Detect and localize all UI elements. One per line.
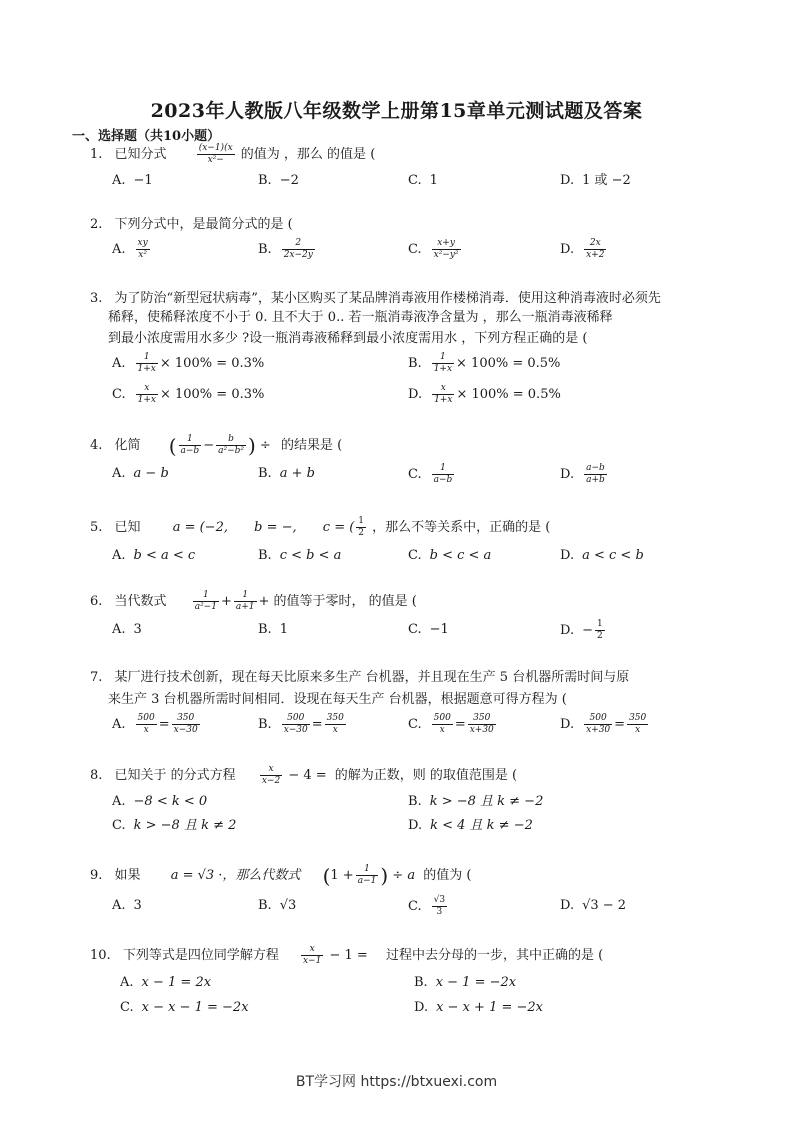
question-7: 7. 某厂进行技术创新，现在每天比原来多生产 台机器，并且现在生产 5 台机器所需时间与原 (90, 670, 630, 685)
option-a: A. $\frac{1}{1+x}$ × 100% = 0.3% (112, 352, 265, 374)
option-c: C. $\frac{500}{x}$ = $\frac{350}{x+30}$ (408, 713, 494, 735)
option-b: B. x − 1 = −2x (414, 975, 517, 990)
option-d: D. k < 4 且 k ≠ −2 (408, 818, 533, 833)
footer-watermark: BT学习网 https://btxuexi.com (295, 1074, 498, 1090)
question-2: 2. 下列分式中，是最简分式的是 ( (90, 217, 293, 232)
option-a: A. $\frac{500}{x}$ = $\frac{350}{x-30}$ (112, 713, 198, 735)
option-c: C. $\frac{x}{1+x}$ × 100% = 0.3% (112, 383, 265, 405)
question-9: 9. 如果 a = √3 ·，那么代数式 (1 + $\frac{1}{a-1}$ ) ÷ a 的值为 ( (90, 863, 472, 888)
question-3-line-2: 稀释，使稀释浓度不小于 0. 且不大于 0.. 若一瓶消毒液净含量为 ，那么一瓶消毒液稀释 (108, 310, 613, 325)
option-b: B. a + b (258, 466, 315, 481)
option-b: B. $\frac{500}{x-30}$ = $\frac{350}{x}$ (258, 713, 344, 735)
option-d: D. $\frac{x}{1+x}$ × 100% = 0.5% (408, 383, 561, 405)
option-d: D. 1 或 −2 (560, 173, 631, 188)
option-a: A. 3 (112, 898, 142, 913)
option-b: B. √3 (258, 898, 297, 913)
question-7-line-2: 来生产 3 台机器所需时间相同．设现在每天生产 台机器，根据题意可得方程为 ( (108, 692, 567, 707)
question-10: 10. 下列等式是四位同学解方程 $\frac{x}{x-1}$ − 1 = 过程中去分母的一步，其中正确的是 ( (90, 944, 604, 966)
option-c: C. x − x − 1 = −2x (120, 1000, 249, 1015)
option-a: A. −8 < k < 0 (112, 794, 208, 809)
question-8: 8. 已知关于 的分式方程 $\frac{x}{x-2}$ − 4 = 的解为正数，则 的取值范围是 ( (90, 764, 518, 786)
option-c: C. −1 (408, 622, 449, 637)
page-title: 2023年人教版八年级数学上册第15章单元测试题及答案 (150, 100, 643, 122)
option-d: D. $\frac{a-b}{a+b}$ (560, 463, 605, 485)
option-d: D. x − x + 1 = −2x (414, 1000, 543, 1015)
question-1 (90, 143, 375, 166)
option-c: C. $\frac{√3}{3}$ (408, 895, 446, 917)
option-b: B. c < b < a (258, 548, 342, 563)
option-c: C. k > −8 且 k ≠ 2 (112, 818, 237, 833)
option-b: B. 1 (258, 622, 288, 637)
question-number: 1. (90, 147, 103, 162)
option-a: A. b < a < c (112, 548, 196, 563)
option-d: D. √3 − 2 (560, 898, 627, 913)
option-c: C. $\frac{1}{a-b}$ (408, 463, 453, 485)
option-b: B. k > −8 且 k ≠ −2 (408, 794, 544, 809)
option-a: A. $\frac{xy}{\text{x²}}$ (112, 238, 148, 260)
question-text: 的值为 ，那么 的值是 ( (240, 147, 376, 162)
question-text: 已知分式 (114, 147, 167, 162)
question-3-line-3: 到最小浓度需用水多少 ?设一瓶消毒液稀释到最小浓度需用水 ，下列方程正确的是 ( (108, 331, 588, 346)
option-a: A. −1 (112, 173, 153, 188)
option-c: C. 1 (408, 173, 438, 188)
option-c: C. b < c < a (408, 548, 492, 563)
option-d: D. $\frac{500}{x+30}$ = $\frac{350}{x}$ (560, 713, 647, 735)
option-b: B. −2 (258, 173, 299, 188)
option-a: A. x − 1 = 2x (120, 975, 212, 990)
option-b: B. $\frac{2}{2x-2y}$ (258, 238, 313, 260)
question-6: 6. 当代数式 $\frac{1}{\text{a²−1}}$ + $\frac{1}{a+1}$ + 的值等于零时， 的值是 ( (90, 590, 417, 612)
option-d: D. $\frac{2x}{x+2}$ (560, 238, 605, 260)
question-5: 5. 已知 a = (−2, b = −, c = ( $\frac{1}{2}$ ，那么不等关系中，正确的是 ( (90, 516, 551, 538)
question-4: 4. 化简 ( $\frac{1}{a-b}$ − $\frac{b}{\text{a²−b²}}$ ) ÷ 的结果是 ( (90, 433, 343, 458)
option-c: C. $\frac{x+y}{\text{x²−y²}}$ (408, 238, 459, 260)
section-heading: 一、选择题（共10小题） (72, 129, 221, 144)
option-a: A. a − b (112, 466, 169, 481)
fraction: $\frac{(x-1)(x}{\text{x²−}}$ (198, 143, 233, 165)
option-b: B. $\frac{1}{1+x}$ × 100% = 0.5% (408, 352, 561, 374)
option-d: D. − $\frac{1}{2}$ (560, 619, 603, 641)
option-d: D. a < c < b (560, 548, 644, 563)
question-3: 3. 为了防治“新型冠状病毒”，某小区购买了某品牌消毒液用作楼梯消毒．使用这种消毒液时必须先 (90, 291, 661, 306)
option-a: A. 3 (112, 622, 142, 637)
